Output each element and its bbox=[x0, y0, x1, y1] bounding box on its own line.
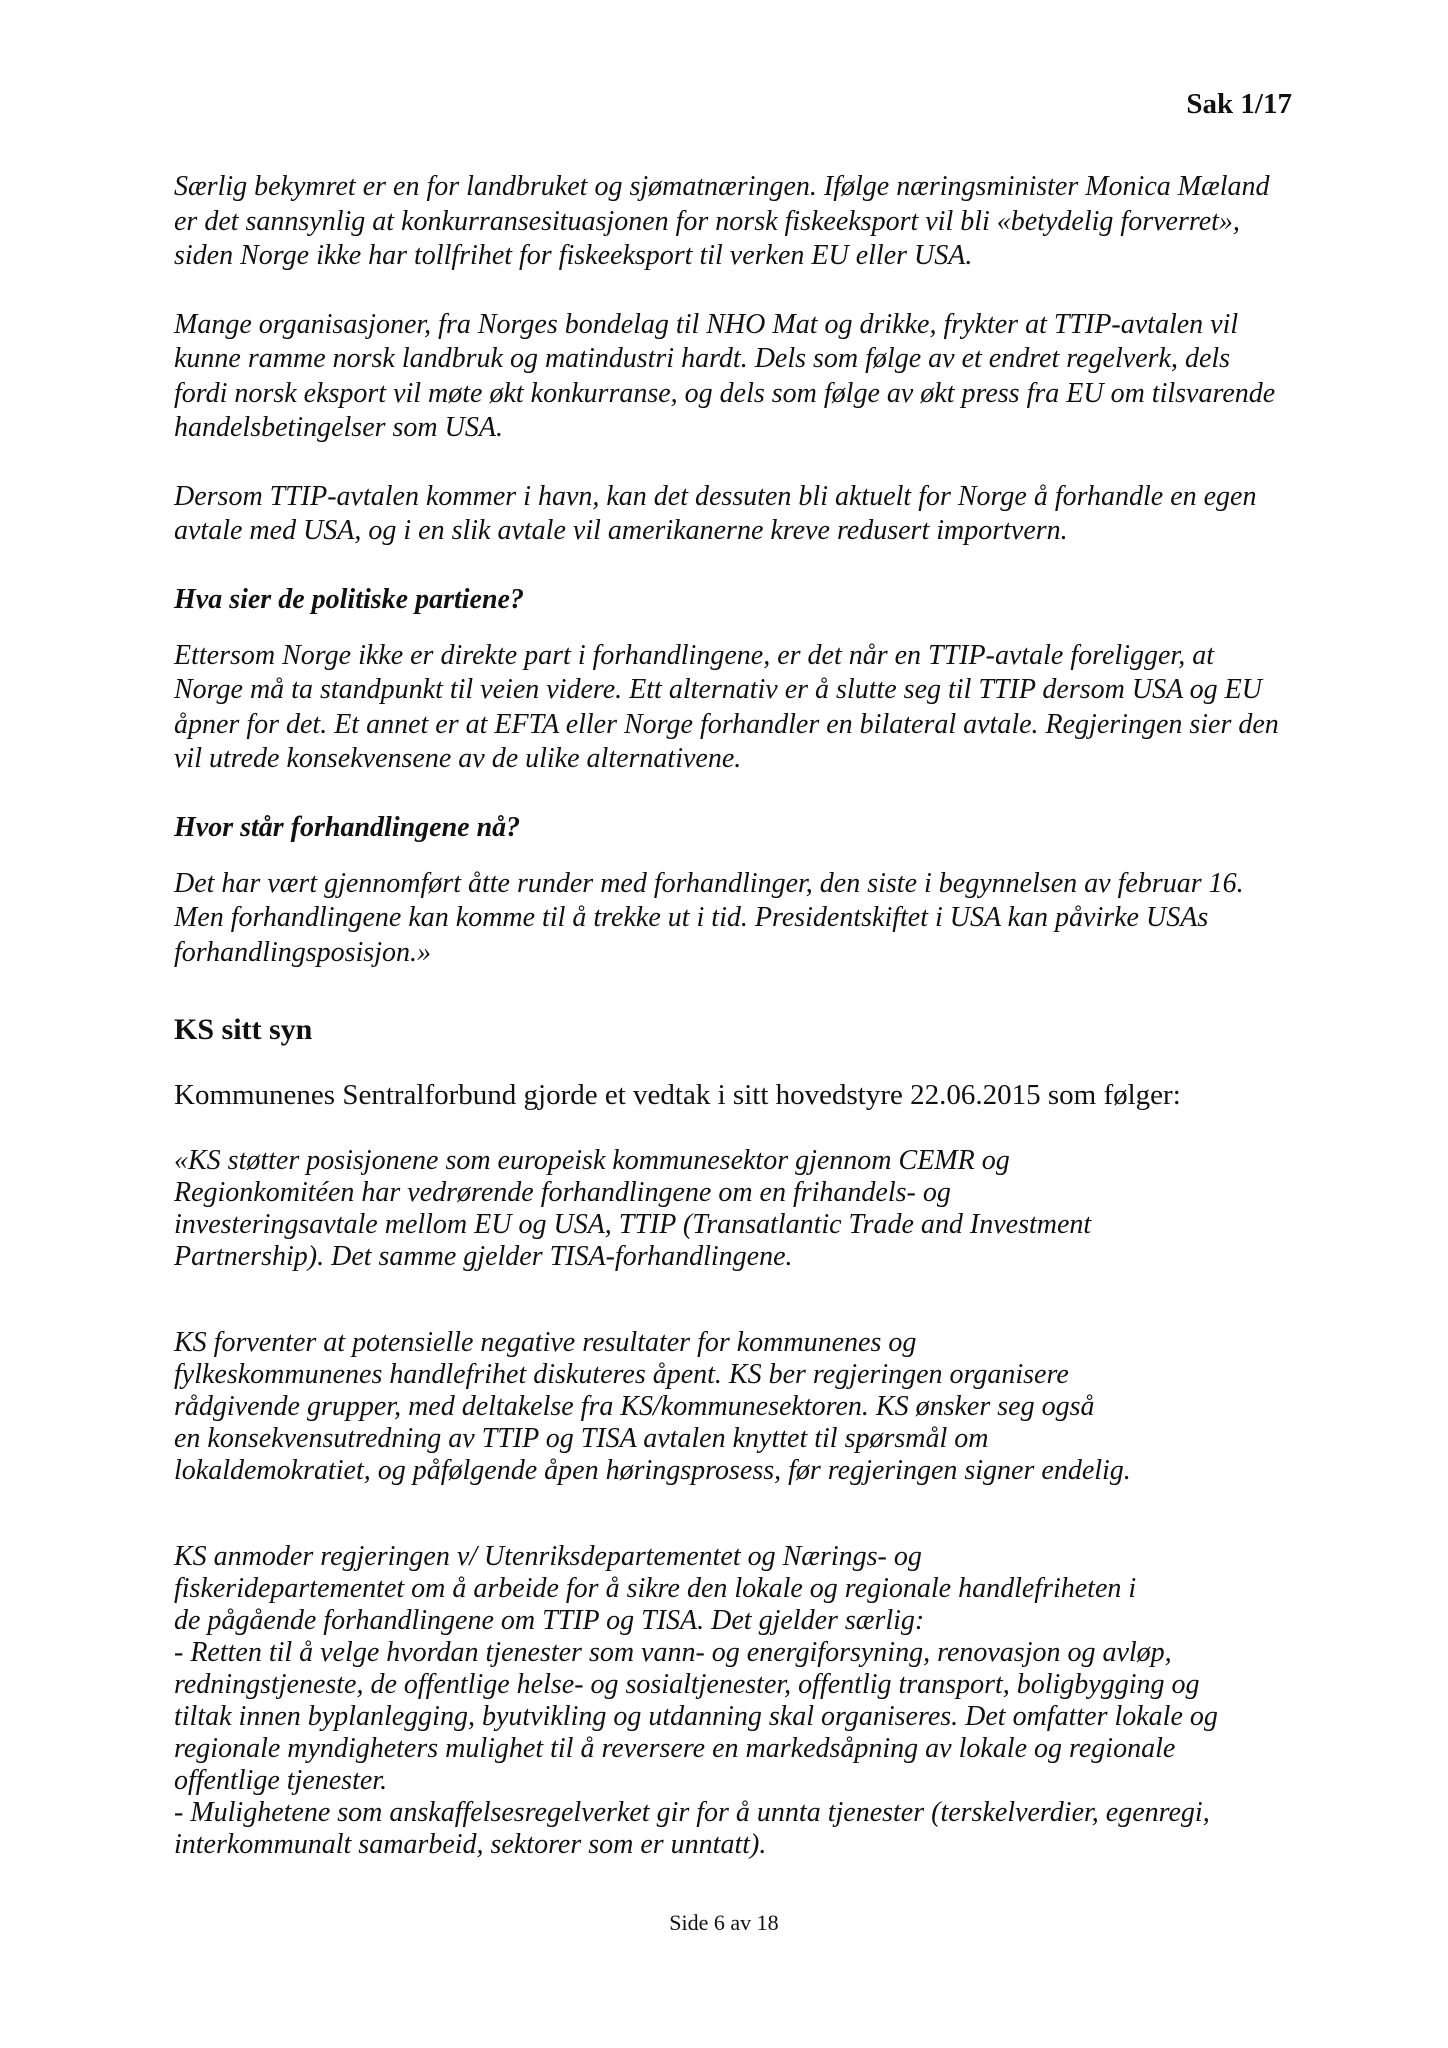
quote-line: investeringsavtale mellom EU og USA, TTIP (Transatlantic Trade and Investment bbox=[174, 1209, 1092, 1240]
quote-block-1 bbox=[174, 1145, 1284, 1273]
quote-line: KS forventer at potensielle negative resultater for kommunenes og bbox=[174, 1327, 917, 1358]
quote-line: Partnership). Det samme gjelder TISA-forhandlingene. bbox=[174, 1241, 793, 1272]
paragraph-status: Det har vært gjennomført åtte runder med forhandlinger, den siste i begynnelsen av februar 16. Men forhandlingene kan komme til å trekke ut i tid. Presidentskiftet i USA kan påvirke USAs forhandlingsposisjon.» bbox=[174, 867, 1244, 968]
case-number: Sak 1/17 bbox=[1186, 88, 1292, 120]
quote-line: Regionkomitéen har vedrørende forhandlingene om en frihandels- og bbox=[174, 1177, 951, 1208]
quote-line: regionale myndigheters mulighet til å reversere en markedsåpning av lokale og regionale bbox=[174, 1733, 1176, 1764]
quote-line: KS anmoder regjeringen v/ Utenriksdepartementet og Nærings- og bbox=[174, 1541, 922, 1572]
document-body bbox=[174, 170, 1284, 1861]
paragraph-bilateral: Dersom TTIP-avtalen kommer i havn, kan det dessuten bli aktuelt for Norge å forhandle en egen avtale med USA, og i en slik avtale vil amerikanerne kreve redusert importvern. bbox=[174, 480, 1257, 546]
page-number: Side 6 av 18 bbox=[669, 1910, 779, 1935]
quote-line: en konsekvensutredning av TTIP og TISA avtalen knyttet til spørsmål om bbox=[174, 1423, 989, 1454]
heading-ks: KS sitt syn bbox=[174, 1013, 313, 1046]
quote-line: - Retten til å velge hvordan tjenester som vann- og energiforsyning, renovasjon og avløp, bbox=[174, 1637, 1172, 1668]
paragraph-seafood: Særlig bekymret er en for landbruket og sjømatnæringen. Ifølge næringsminister Monica Mæland er det sannsynlig at konkurransesituasjonen for norsk fiskeeksport vil bli «betydelig forverret», siden Norge ikke har tollfrihet for fiskeeksport til verken EU eller USA. bbox=[174, 171, 1270, 271]
quote-line: offentlige tjenester. bbox=[174, 1765, 388, 1796]
quote-line: de pågående forhandlingene om TTIP og TISA. Det gjelder særlig: bbox=[174, 1605, 925, 1636]
quote-line: tiltak innen byplanlegging, byutvikling og utdanning skal organiseres. Det omfatter lokale og bbox=[174, 1701, 1218, 1732]
heading-status: Hvor står forhandlingene nå? bbox=[174, 811, 521, 843]
quote-line: lokaldemokratiet, og påfølgende åpen høringsprosess, før regjeringen signer endelig. bbox=[174, 1455, 1131, 1486]
quote-line: interkommunalt samarbeid, sektorer som er unntatt). bbox=[174, 1829, 767, 1860]
quote-line: fylkeskommunenes handlefrihet diskuteres åpent. KS ber regjeringen organisere bbox=[174, 1359, 1069, 1390]
paragraph-ks-intro: Kommunenes Sentralforbund gjorde et vedtak i sitt hovedstyre 22.06.2015 som følger: bbox=[174, 1079, 1181, 1111]
paragraph-parties: Ettersom Norge ikke er direkte part i forhandlingene, er det når en TTIP-avtale foreligger, at Norge må ta standpunkt til veien videre. Ett alternativ er å slutte seg til TTIP dersom USA og EU åpner for det. Et annet er at EFTA eller Norge forhandler en bilateral avtale. Regjeringen sier den vil utrede konsekvensene av de ulike alternativene. bbox=[174, 639, 1279, 774]
quote-line: «KS støtter posisjonene som europeisk kommunesektor gjennom CEMR og bbox=[174, 1145, 1010, 1176]
quote-line: redningstjeneste, de offentlige helse- og sosialtjenester, offentlig transport, boligbygging og bbox=[174, 1669, 1200, 1700]
paragraph-organizations: Mange organisasjoner, fra Norges bondelag til NHO Mat og drikke, frykter at TTIP-avtalen vil kunne ramme norsk landbruk og matindustri hardt. Dels som følge av et endret regelverk, dels fordi norsk eksport vil møte økt konkurranse, og dels som følge av økt press fra EU om tilsvarende handelsbetingelser som USA. bbox=[174, 308, 1276, 443]
quote-line: rådgivende grupper, med deltakelse fra KS/kommunesektoren. KS ønsker seg også bbox=[174, 1391, 1095, 1422]
quote-line: fiskeridepartementet om å arbeide for å sikre den lokale og regionale handlefriheten i bbox=[174, 1573, 1137, 1604]
quote-block-2 bbox=[174, 1327, 1284, 1487]
heading-parties: Hva sier de politiske partiene? bbox=[174, 583, 524, 615]
quote-line: - Mulighetene som anskaffelsesregelverket gir for å unnta tjenester (terskelverdier, egenregi, bbox=[174, 1797, 1210, 1828]
quote-block-3 bbox=[174, 1541, 1284, 1861]
